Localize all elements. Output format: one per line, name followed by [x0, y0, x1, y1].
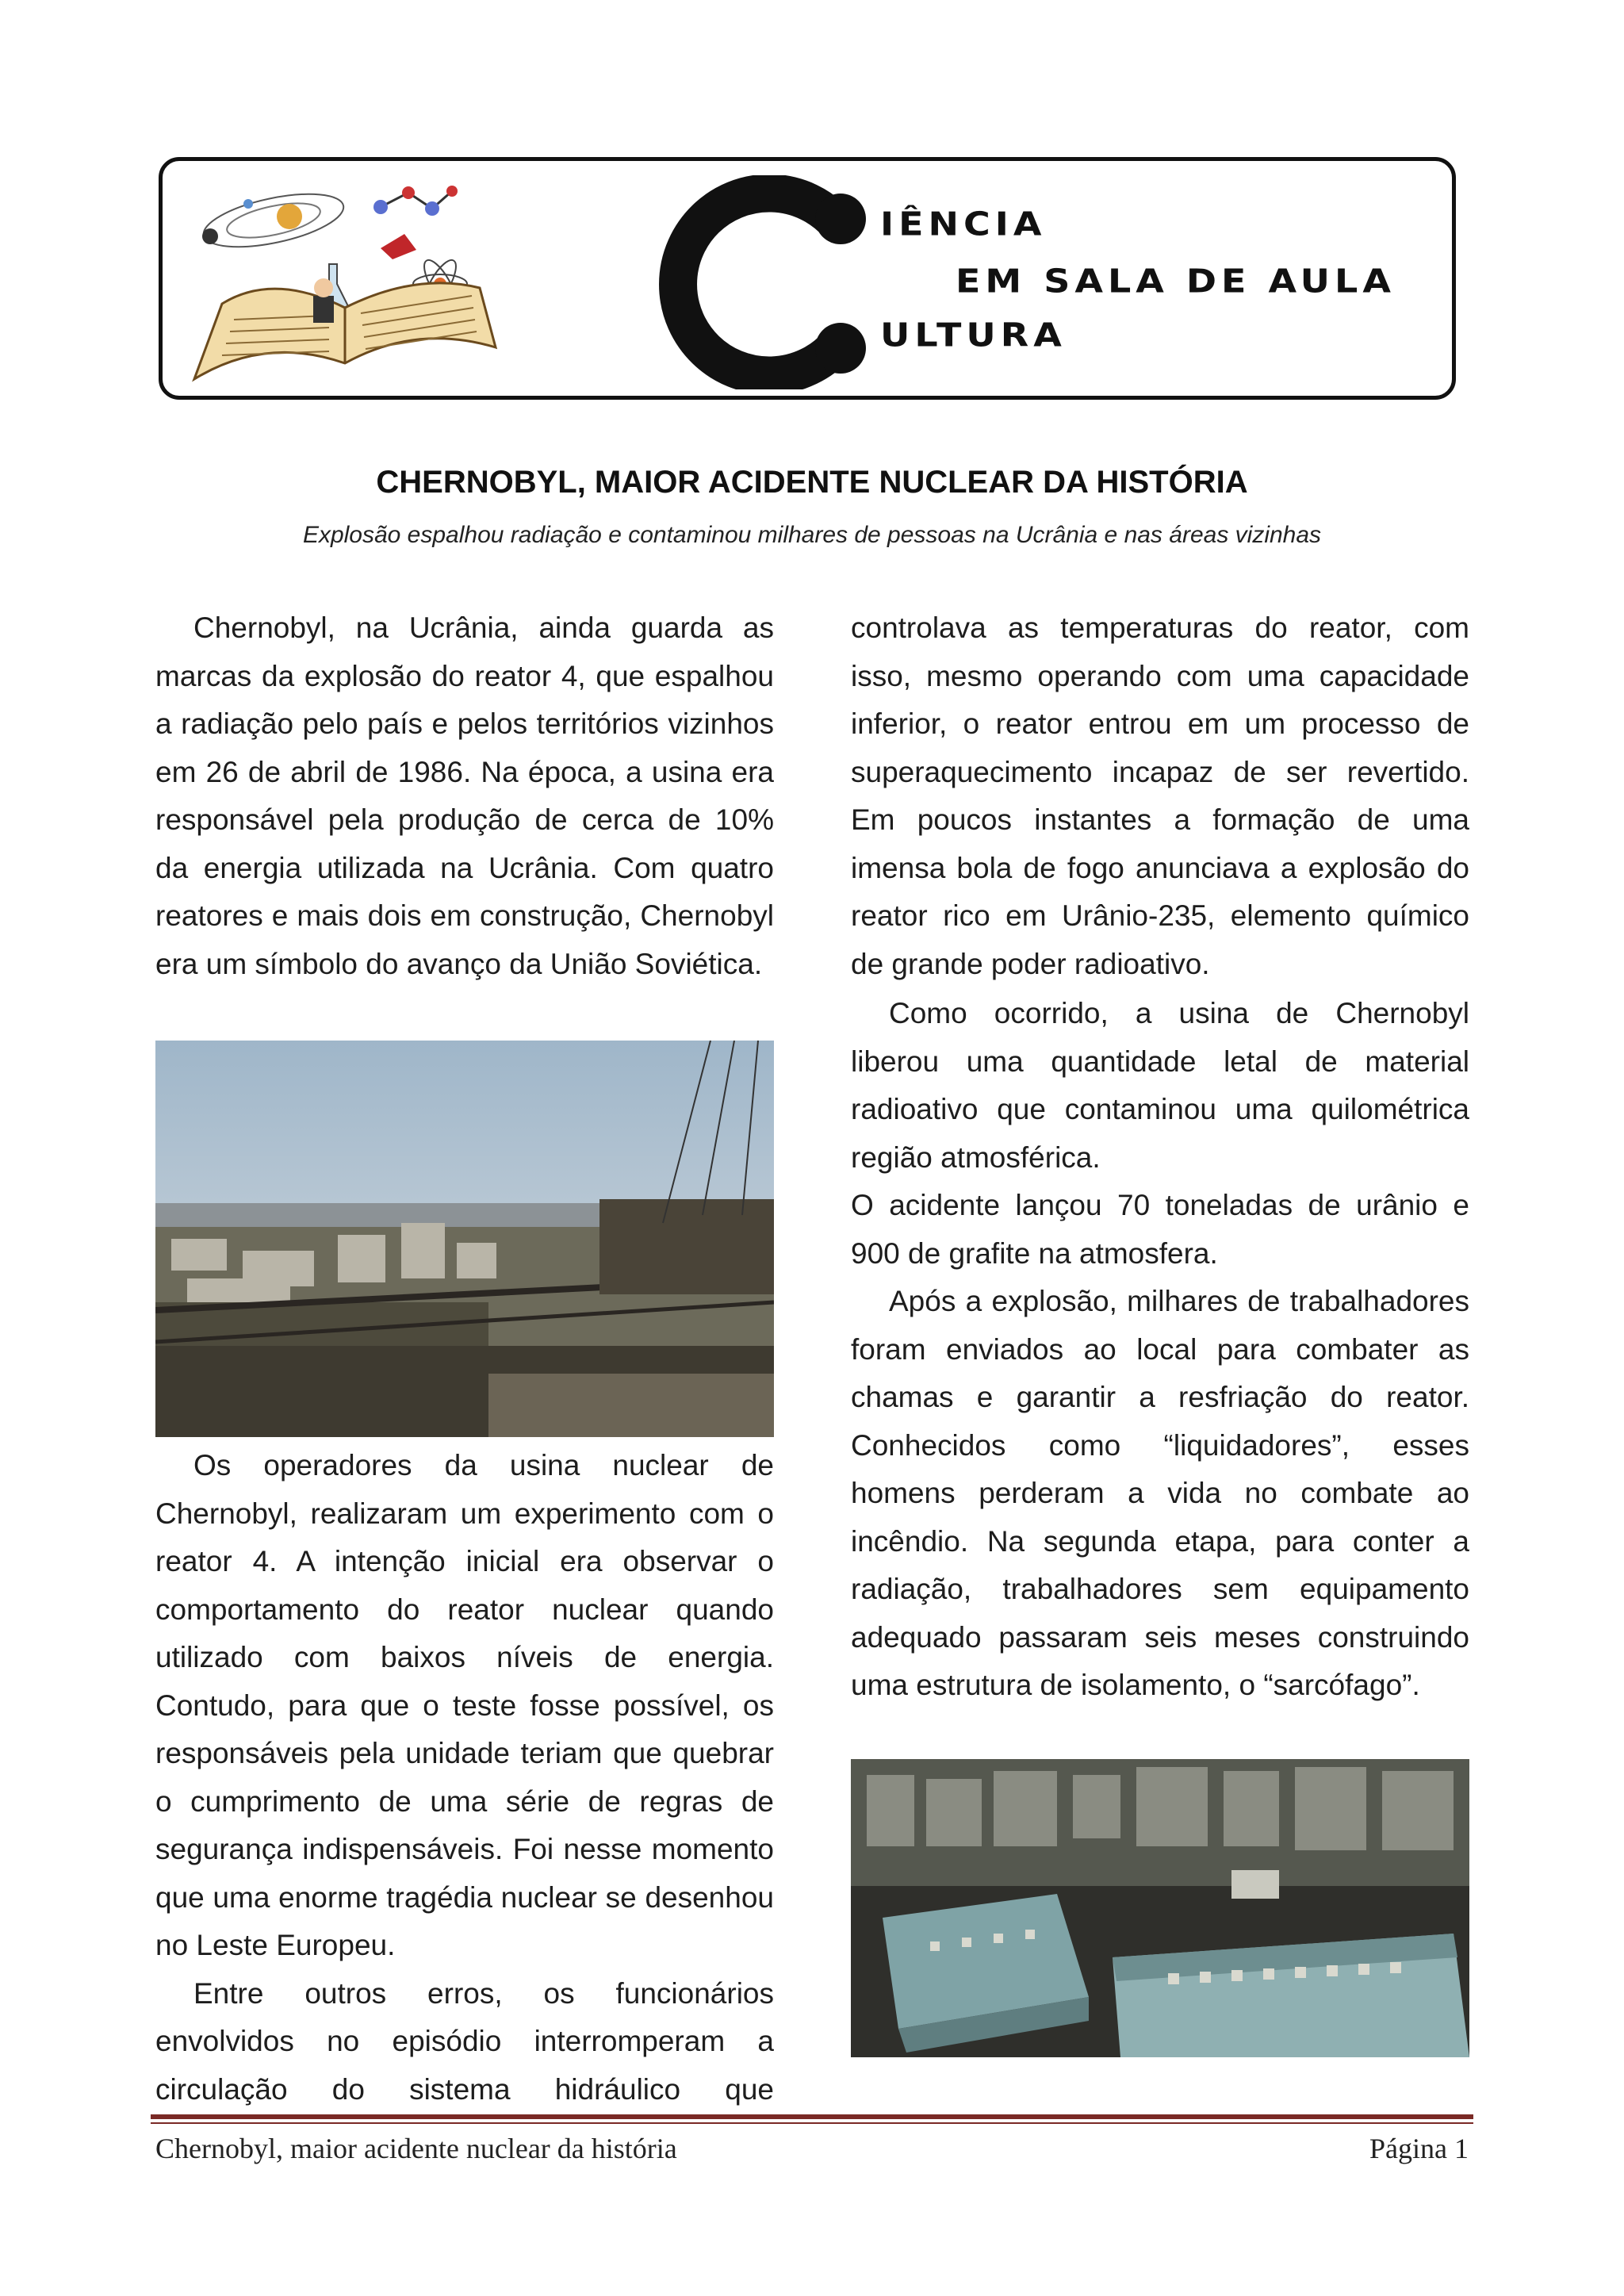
pripyat-rooftop-photo	[155, 1041, 774, 1437]
banner-word-cultura: ULTURA	[880, 315, 1067, 355]
article-title: CHERNOBYL, MAIOR ACIDENTE NUCLEAR DA HISTÓRIA	[376, 465, 1248, 500]
paragraph: Chernobyl, na Ucrânia, ainda guarda as marcas da explosão do reator 4, que espalhou a radiação pelo país e pelos territórios vizinhos em 26 de abril de 1986. Na época, a usina era responsável pela produção de cerca de 10% da energia utilizada na Ucrânia. Com quatro reatores e mais dois em construção, Chernobyl era um símbolo do avanço da União Soviética.	[155, 611, 774, 980]
right-column-bottom	[851, 990, 1469, 1710]
banner-word-ciencia: IÊNCIA	[880, 204, 1047, 243]
header-banner	[159, 157, 1456, 400]
right-column-top	[851, 604, 1469, 988]
paragraph: Após a explosão, milhares de trabalhadores foram enviados ao local para combater as chamas e garantir a resfriação do reator. Conhecidos como “liquidadores”, esses homens perderam a vida no combate ao incêndio. Na segunda etapa, para conter a radiação, trabalhadores sem equipamento adequado passaram seis meses construindo uma estrutura de isolamento, o “sarcófago”.	[851, 1285, 1469, 1701]
control-room-photo	[851, 1759, 1469, 2057]
paragraph: Os operadores da usina nuclear de Chernobyl, realizaram um experimento com o reator 4. A intenção inicial era observar o comportamento do reator nuclear quando utilizado com baixos níveis de energia. Contudo, para que o teste fosse possível, os responsáveis pela unidade teriam que quebrar o cumprimento de uma série de regras de segurança indispensáveis. Foi nesse momento que uma enorme tragédia nuclear se desenhou no Leste Europeu.	[155, 1449, 774, 1961]
footer-divider	[151, 2114, 1473, 2119]
banner-word-em-sala-de-aula: EM SALA DE AULA	[956, 261, 1396, 301]
paragraph: Entre outros erros, os funcionários envolvidos no episódio interromperam a circulação do sistema hidráulico que	[155, 1976, 774, 2106]
footer-document-title: Chernobyl, maior acidente nuclear da história	[155, 2133, 677, 2164]
left-column-bottom	[155, 1442, 774, 2114]
science-illustration	[178, 177, 575, 391]
article-subtitle: Explosão espalhou radiação e contaminou milhares de pessoas na Ucrânia e nas áreas vizinhas	[302, 522, 1322, 548]
paragraph: controlava as temperaturas do reator, com isso, mesmo operando com uma capacidade inferior, o reator entrou em um processo de superaquecimento incapaz de ser revertido. Em poucos instantes a formação de uma imensa bola de fogo anunciava a explosão do reator rico em Urânio-235, elemento químico de grande poder radioativo.	[851, 611, 1469, 980]
page-number: Página 1	[1369, 2133, 1469, 2164]
footer-divider-thin	[151, 2122, 1473, 2124]
big-letter-c	[638, 175, 876, 389]
left-column-top	[155, 604, 774, 988]
paragraph: Como ocorrido, a usina de Chernobyl liberou uma quantidade letal de material radioativo que contaminou uma quilométrica região atmosférica.	[851, 997, 1469, 1174]
paragraph: O acidente lançou 70 toneladas de urânio e 900 de grafite na atmosfera.	[851, 1189, 1469, 1270]
